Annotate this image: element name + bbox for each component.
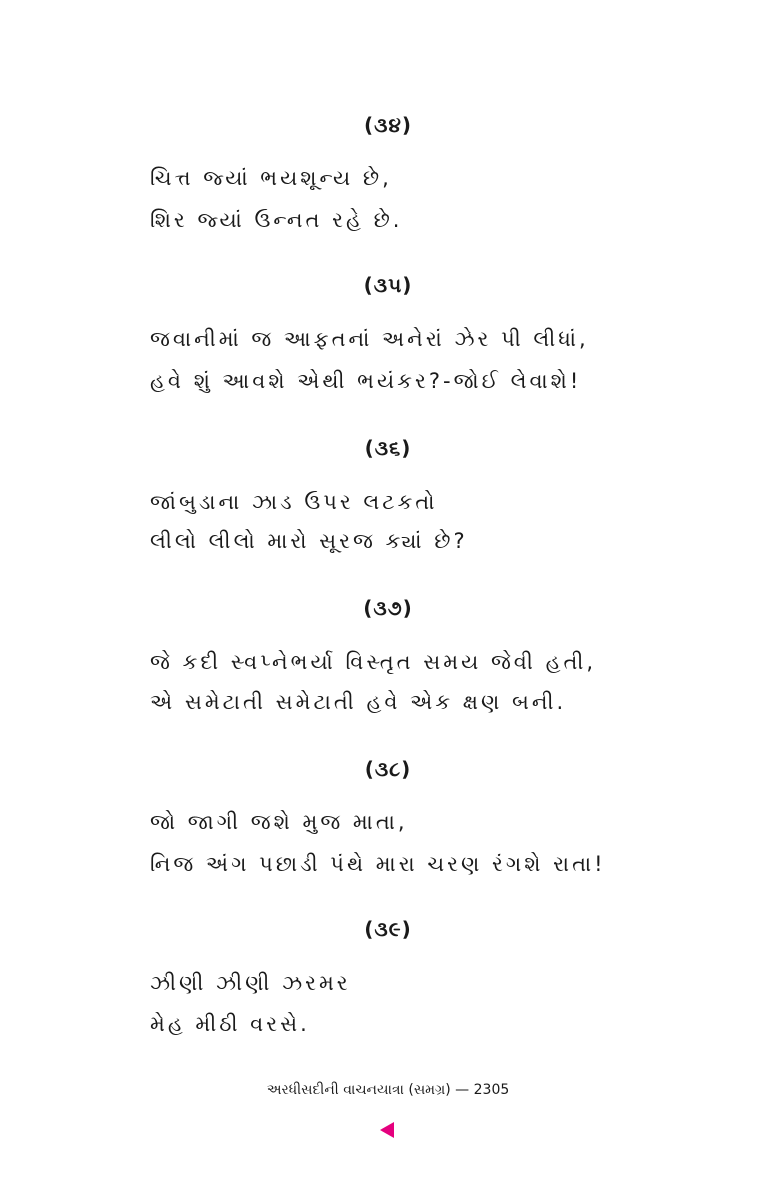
poem-line: શિર જ્યાં ઉન્નત રહે છે. xyxy=(150,208,403,232)
poem-number: (૩૯) xyxy=(364,917,412,941)
page-footer: અરધીસદીની વાચનયાત્રા (સમગ્ર) — 2305 xyxy=(266,1082,510,1098)
left-triangle-icon xyxy=(380,1122,394,1138)
poem-line: જવાનીમાં જ આફતનાં અનેરાં ઝેર પી લીધાં, xyxy=(150,327,589,351)
poem-line: જો જાગી જશે મુજ માતા, xyxy=(150,810,408,834)
poem-line: જાંબુડાના ઝાડ ઉપર લટકતો xyxy=(150,490,438,514)
poem-number: (૩૪) xyxy=(363,113,412,137)
poem-number: (૩૮) xyxy=(364,757,412,781)
poem-number: (૩૭) xyxy=(363,596,413,620)
poem-number: (૩૬) xyxy=(364,436,412,460)
poem-line: એ સમેટાતી સમેટાતી હવે એક ક્ષણ બની. xyxy=(150,690,567,714)
poem-line: ચિત્ત જ્યાં ભયશૂન્ય છે, xyxy=(150,166,392,190)
poem-line: લીલો લીલો મારો સૂરજ ક્યાં છે? xyxy=(150,529,468,553)
poem-line: નિજ અંગ પછાડી પંથે મારા ચરણ રંગશે રાતા! xyxy=(150,852,606,876)
poem-line: જે કદી સ્વપ્નેભર્યા વિસ્તૃત સમય જેવી હતી, xyxy=(150,650,597,674)
poem-line: ઝીણી ઝીણી ઝરમર xyxy=(150,971,351,995)
poem-number: (૩૫) xyxy=(363,273,413,297)
poem-line: મેહ મીઠી વરસે. xyxy=(150,1012,310,1036)
poem-line: હવે શું આવશે એથી ભયંકર?-જોઈ લેવાશે! xyxy=(150,369,582,393)
